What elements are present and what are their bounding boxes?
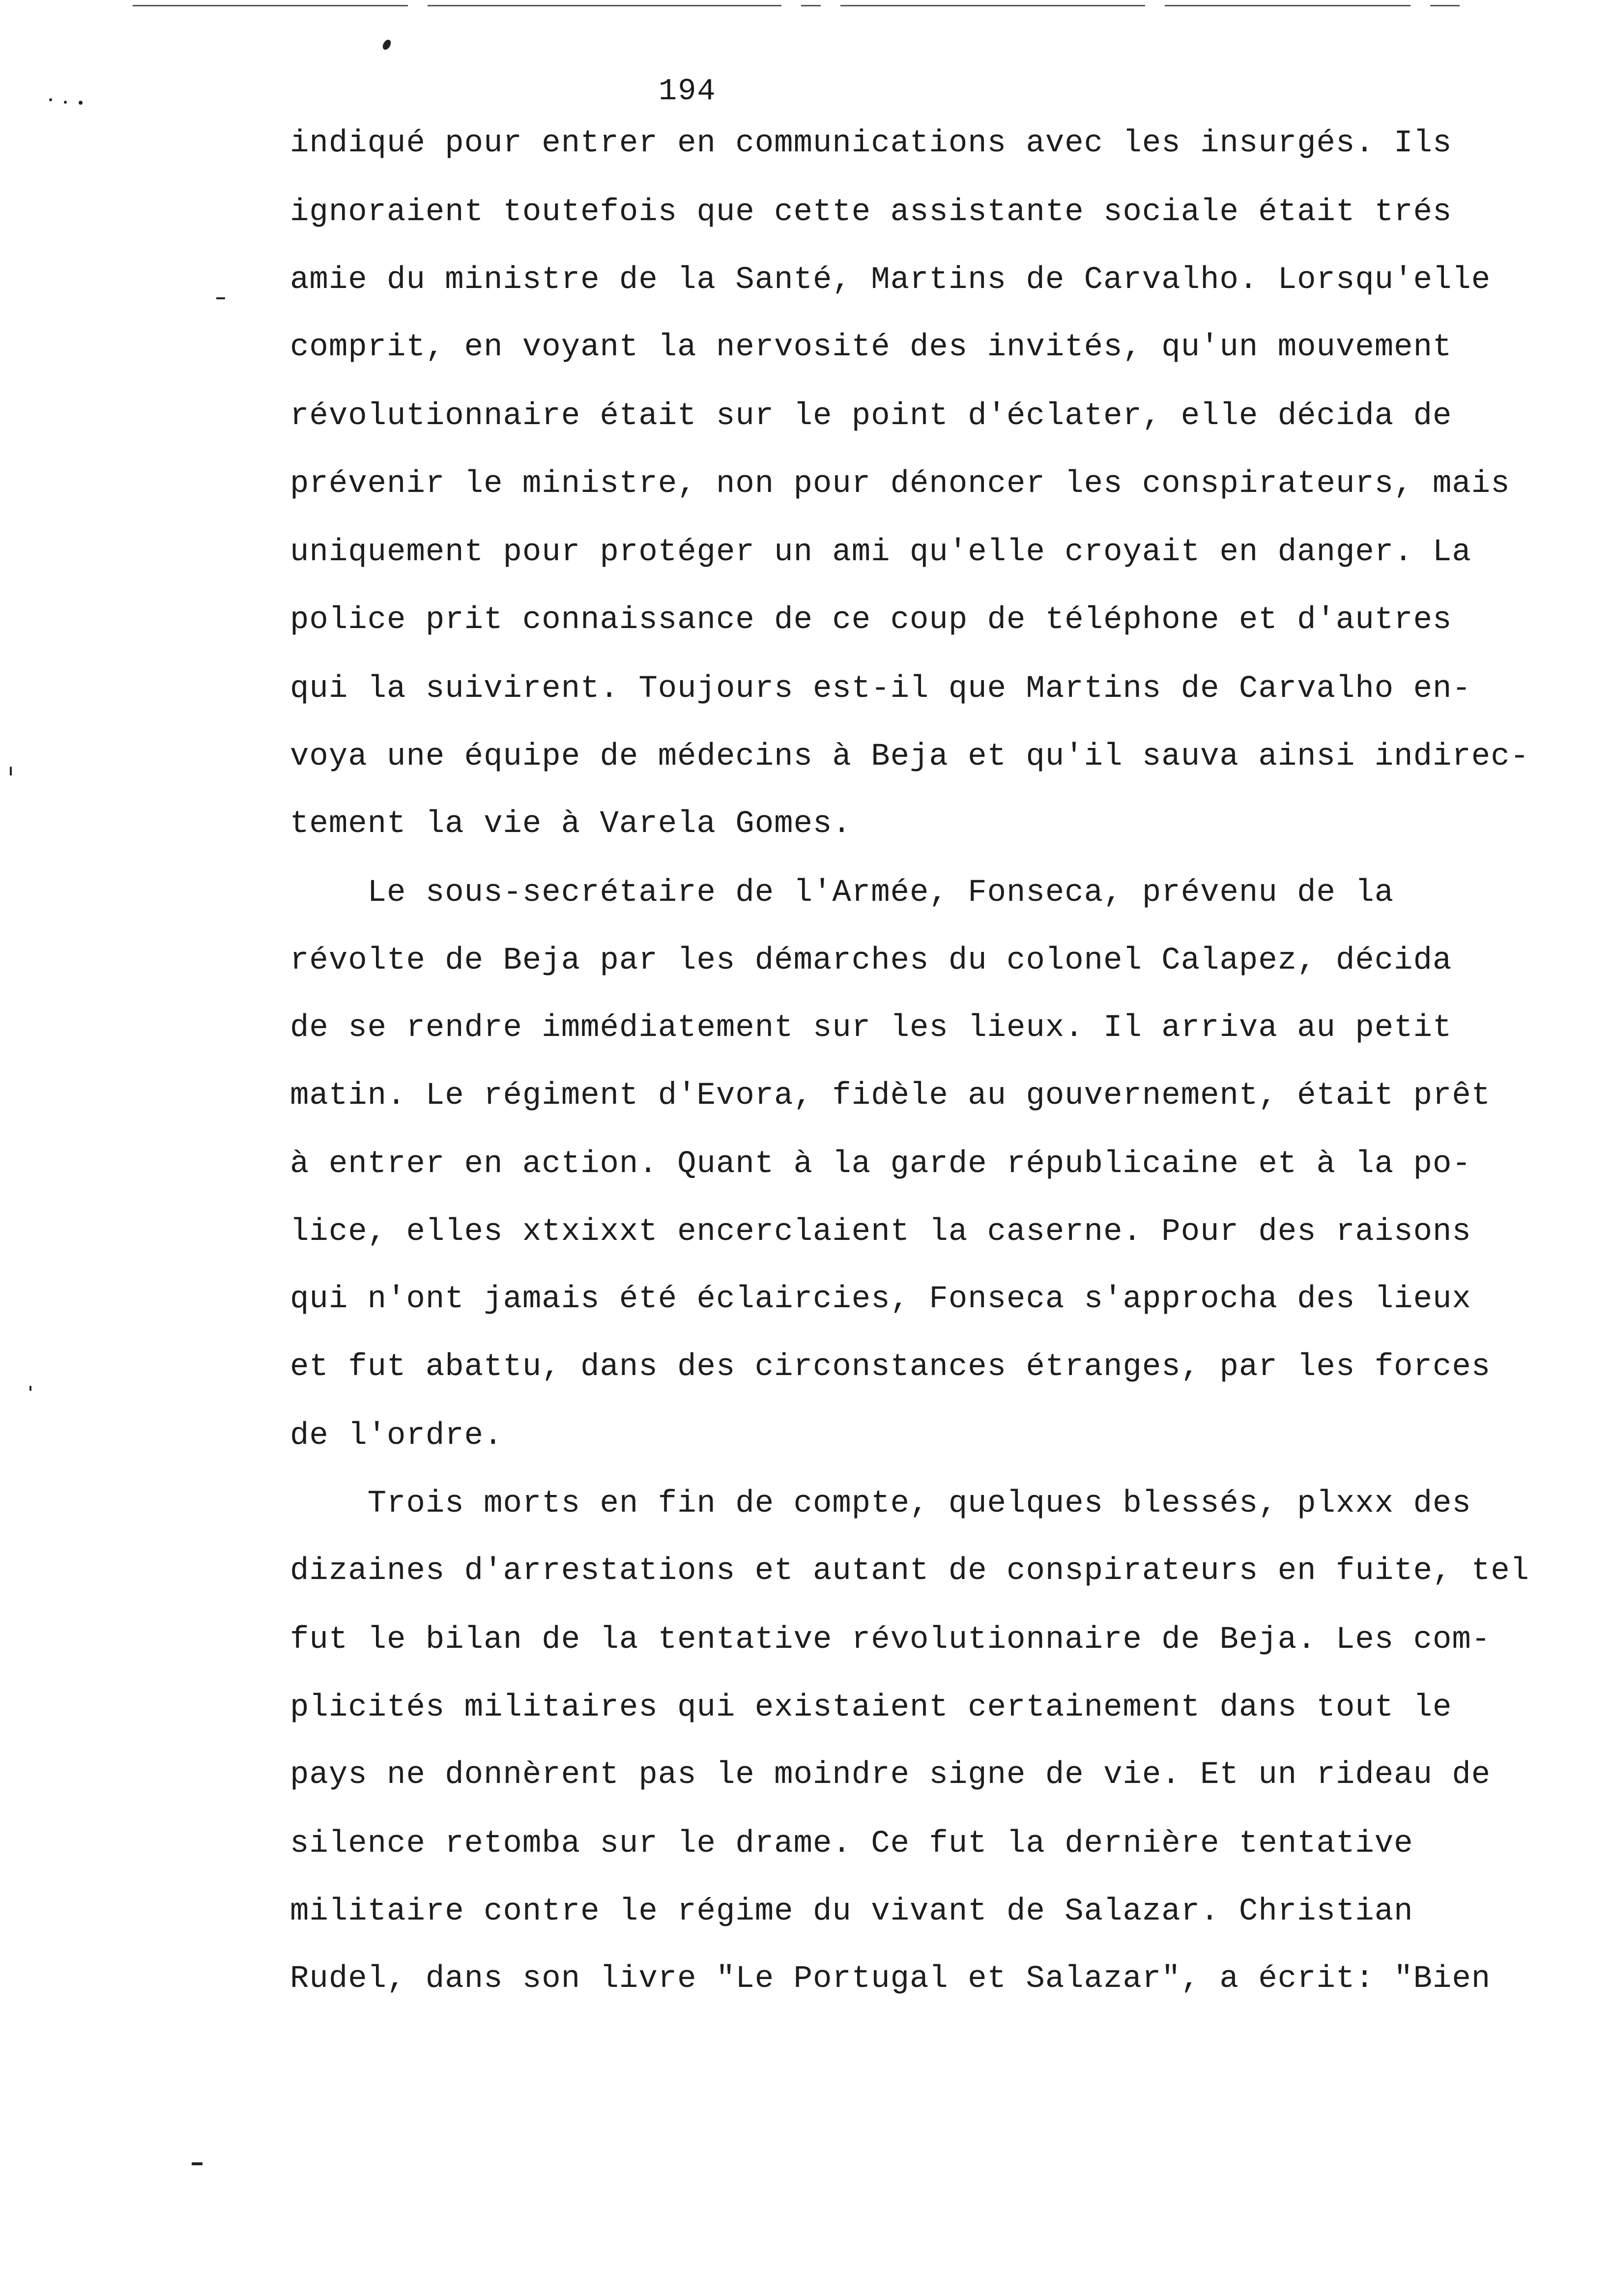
text-line: police prit connaissance de ce coup de téléphone et d'autres: [290, 603, 1452, 638]
text-line: indiqué pour entrer en communications avec les insurgés. Ils: [290, 126, 1452, 161]
margin-speck: [10, 767, 12, 775]
text-line: voya une équipe de médecins à Beja et qu'il sauva ainsi indirec-: [290, 739, 1529, 775]
text-line: fut le bilan de la tentative révolutionnaire de Beja. Les com-: [290, 1622, 1491, 1658]
text-line: Trois morts en fin de compte, quelques blessés, plxxx des: [290, 1486, 1471, 1521]
margin-speck: [79, 101, 83, 105]
text-line: comprit, en voyant la nervosité des invités, qu'un mouvement: [290, 330, 1452, 365]
scan-edge-lines: [133, 5, 1460, 9]
margin-speck: [49, 98, 52, 101]
margin-speck: [192, 2162, 202, 2165]
margin-speck: [64, 101, 67, 104]
text-line: silence retomba sur le drame. Ce fut la dernière tentative: [290, 1826, 1413, 1862]
text-line: dizaines d'arrestations et autant de conspirateurs en fuite, tel: [290, 1553, 1529, 1589]
text-line: uniquement pour protéger un ami qu'elle croyait en danger. La: [290, 535, 1471, 570]
text-line: et fut abattu, dans des circonstances étranges, par les forces: [290, 1349, 1491, 1385]
text-line: ignoraient toutefois que cette assistante sociale était trés: [290, 195, 1452, 230]
text-line: révolutionnaire était sur le point d'éclater, elle décida de: [290, 399, 1452, 434]
text-line: révolte de Beja par les démarches du colonel Calapez, décida: [290, 943, 1452, 978]
text-line: matin. Le régiment d'Evora, fidèle au gouvernement, était prêt: [290, 1078, 1491, 1114]
text-line: à entrer en action. Quant à la garde républicaine et à la po-: [290, 1147, 1471, 1182]
text-line: de se rendre immédiatement sur les lieux. Il arriva au petit: [290, 1010, 1452, 1046]
text-line: de l'ordre.: [290, 1418, 503, 1454]
text-line: qui la suivirent. Toujours est-il que Martins de Carvalho en-: [290, 671, 1471, 707]
text-line: plicités militaires qui existaient certainement dans tout le: [290, 1690, 1452, 1725]
text-line: Rudel, dans son livre "Le Portugal et Salazar", a écrit: "Bien: [290, 1961, 1491, 1997]
text-line: Le sous-secrétaire de l'Armée, Fonseca, prévenu de la: [290, 875, 1394, 911]
text-line: pays ne donnèrent pas le moindre signe de vie. Et un rideau de: [290, 1757, 1491, 1793]
text-line: militaire contre le régime du vivant de Salazar. Christian: [290, 1894, 1413, 1929]
text-line: lice, elles xtxixxt encerclaient la caserne. Pour des raisons: [290, 1214, 1471, 1250]
margin-speck: [381, 38, 392, 51]
margin-speck: [216, 297, 225, 299]
margin-speck: [29, 1386, 31, 1391]
text-line: tement la vie à Varela Gomes.: [290, 806, 852, 842]
text-line: amie du ministre de la Santé, Martins de Carvalho. Lorsqu'elle: [290, 262, 1491, 298]
text-line: qui n'ont jamais été éclaircies, Fonseca s'approcha des lieux: [290, 1282, 1471, 1317]
text-line: prévenir le ministre, non pour dénoncer les conspirateurs, mais: [290, 466, 1510, 502]
page-number: 194: [659, 74, 717, 109]
